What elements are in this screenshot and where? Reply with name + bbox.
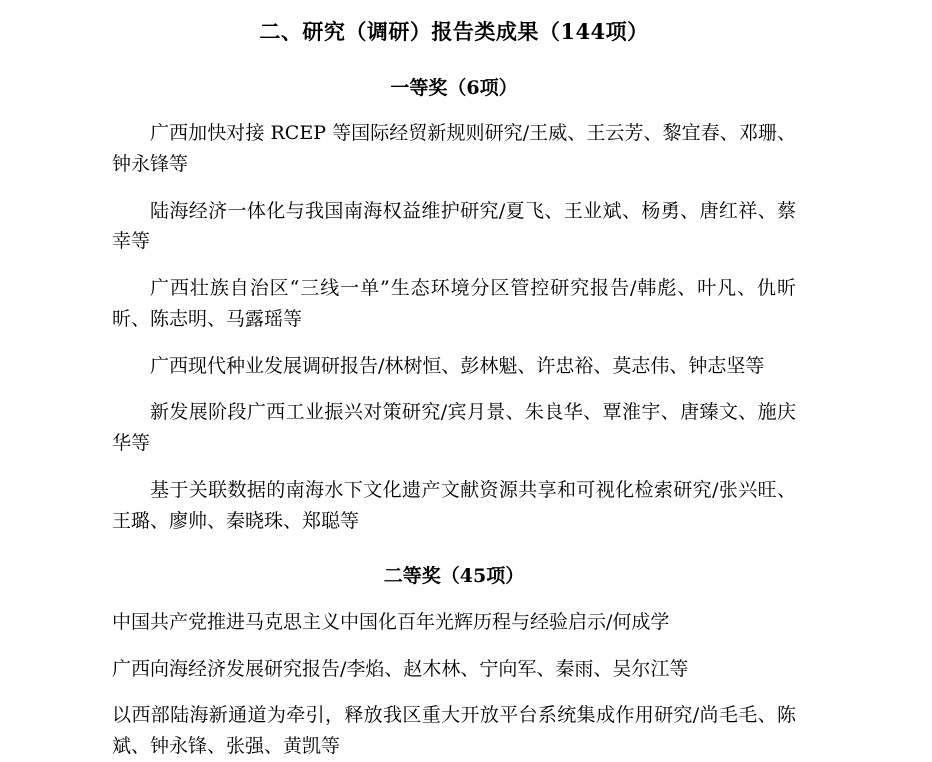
list-item: 广西壮族自治区“三线一单”生态环境分区管控研究报告/韩彪、叶凡、仇昕昕、陈志明、马露瑶等 [112,277,796,330]
award-group-heading-first-prize: 一等奖（6项） [390,76,518,99]
list-item: 基于关联数据的南海水下文化遗产文献资源共享和可视化检索研究/张兴旺、王璐、廖帅、秦晓珠、郑聪等 [112,478,796,532]
list-item: 广西加快对接 RCEP 等国际经贸新规则研究/王威、王云芳、黎宜春、邓珊、钟永锋等 [112,122,796,175]
list-item: 陆海经济一体化与我国南海权益维护研究/夏飞、王业斌、杨勇、唐红祥、蔡幸等 [112,199,796,253]
list-item: 中国共产党推进马克思主义中国化百年光辉历程与经验启示/何成学 [112,610,670,633]
list-item: 以西部陆海新通道为牵引，释放我区重大开放平台系统集成作用研究/尚毛毛、陈斌、钟永锋、张强、黄凯等 [112,704,796,758]
list-item: 广西现代种业发展调研报告/林树恒、彭林魁、许忠裕、莫志伟、钟志坚等 [150,354,765,377]
list-item: 广西向海经济发展研究报告/李焰、赵木林、宁向军、秦雨、吴尔江等 [112,657,689,680]
list-item: 新发展阶段广西工业振兴对策研究/宾月景、朱良华、覃淮宇、唐臻文、施庆华等 [112,401,796,455]
section-heading: 二、研究（调研）报告类成果（144项） [259,19,649,44]
award-group-heading-second-prize: 二等奖（45项） [383,565,525,588]
